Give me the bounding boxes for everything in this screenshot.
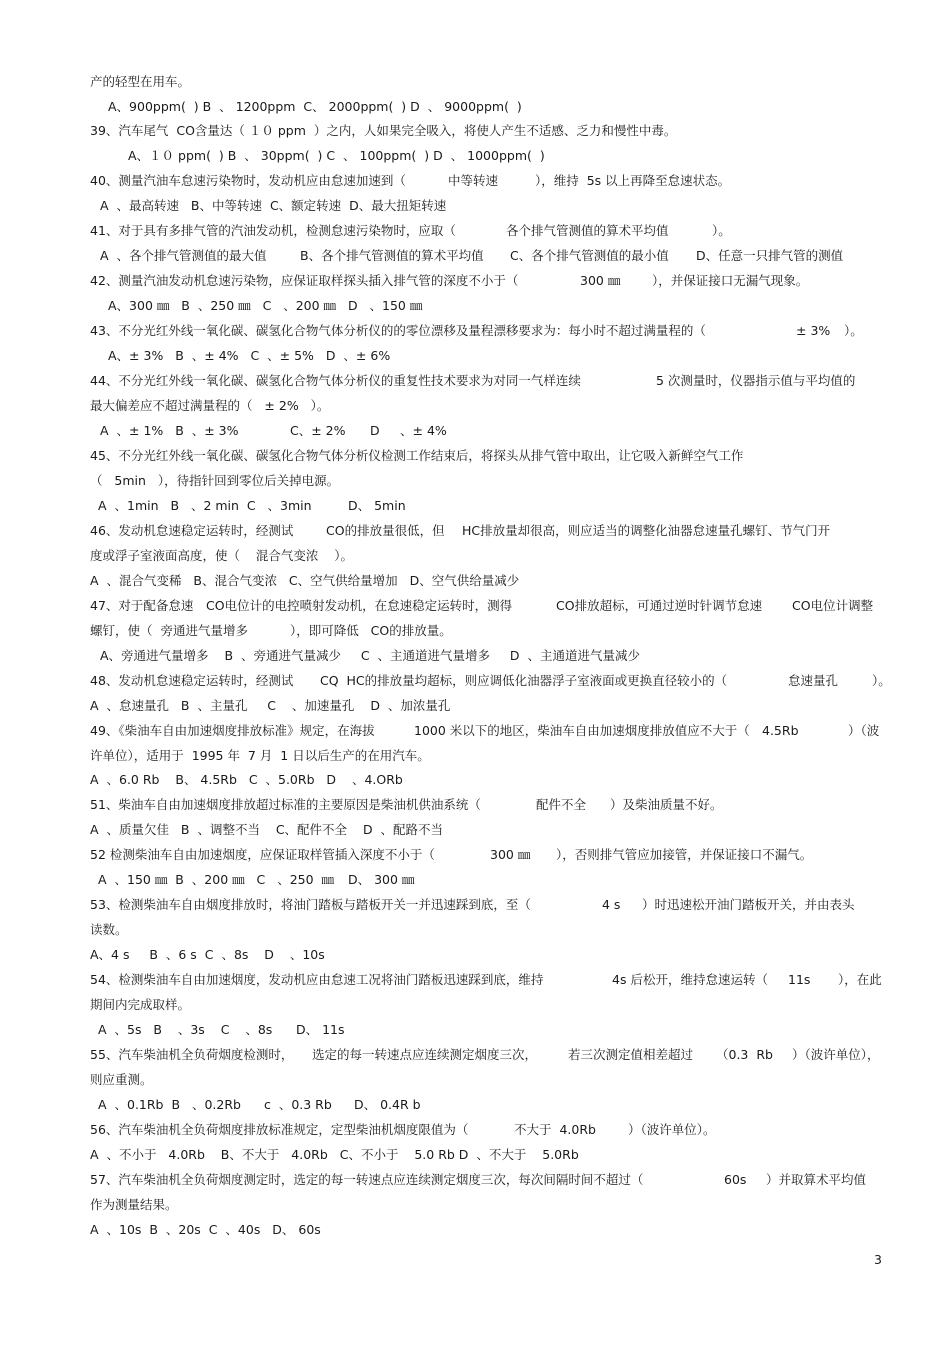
text-line <box>0 447 950 465</box>
text-segment: A 、不小于 4.0Rb B、不大于 4.0Rb C、不小于 5.0 Rb D 、不大于 5.0Rb <box>90 1147 579 1162</box>
text-line <box>0 222 950 240</box>
text-segment: 60s <box>724 1172 747 1187</box>
text-segment: ）（波 <box>848 723 880 738</box>
text-segment: 怠速量孔 <box>788 673 839 688</box>
text-segment: 期间内完成取样。 <box>90 997 191 1012</box>
text-line <box>0 572 950 590</box>
text-line <box>0 547 950 565</box>
text-segment: 40、测量汽油车怠速污染物时，发动机应由怠速加速到（ <box>90 173 406 188</box>
text-line <box>0 647 950 665</box>
text-line <box>0 597 950 615</box>
text-segment: 57、汽车柴油机全负荷烟度测定时，选定的每一转速点应连续测定烟度三次，每次间隔时间不超过（ <box>90 1172 644 1187</box>
text-line <box>0 722 950 740</box>
text-segment: 55、汽车柴油机全负荷烟度检测时， <box>90 1047 294 1062</box>
text-segment: （ 5min ），待指针回到零位后关掉电源。 <box>90 473 340 488</box>
text-segment: ），即可降低 CO的排放量。 <box>290 623 452 638</box>
text-segment: 300 ㎜ <box>580 273 621 288</box>
text-segment: A、１０ ppm( ) B 、 30ppm( ) C 、 100ppm( ) D 、 1000ppm( ) <box>128 148 545 163</box>
text-segment: A 、混合气变稀 B、混合气变浓 C、空气供给量增加 D、空气供给量减少 <box>90 573 520 588</box>
text-line <box>0 771 950 789</box>
text-line <box>0 172 950 190</box>
text-line <box>0 996 950 1014</box>
text-line <box>0 1146 950 1164</box>
text-line <box>0 497 950 515</box>
text-line <box>0 197 950 215</box>
text-line <box>0 347 950 365</box>
text-segment: A 、5s B 、3s C 、8s <box>98 1022 273 1037</box>
text-segment: A、± 3% B 、± 4% C 、± 5% D 、± 6% <box>108 348 391 363</box>
text-segment: D、任意一只排气管的测值 <box>696 248 844 263</box>
text-segment: 300 ㎜ <box>490 847 531 862</box>
text-segment: 46、发动机怠速稳定运转时，经测试 <box>90 523 294 538</box>
text-segment: 49、《柴油车自由加速烟度排放标准》规定，在海拔 <box>90 723 375 738</box>
text-segment: 读数。 <box>90 922 128 937</box>
text-segment: 配件不全 <box>536 797 587 812</box>
text-segment: 度或浮子室液面高度，使（ 混合气变浓 ）。 <box>90 548 354 563</box>
text-line <box>0 1171 950 1189</box>
text-segment: A 、± 1% B 、± 3% <box>100 423 239 438</box>
text-segment: 若三次测定值相差超过 <box>568 1047 694 1062</box>
text-segment: 产的轻型在用车。 <box>90 74 191 89</box>
text-segment: 11s <box>788 972 811 987</box>
text-segment: ）及柴油质量不好。 <box>610 797 723 812</box>
text-segment: CO的排放量很低，但 <box>326 523 445 538</box>
text-line <box>0 397 950 415</box>
text-segment: 48、发动机怠速稳定运转时，经测试 <box>90 673 294 688</box>
text-segment: ）。 <box>872 673 891 688</box>
text-segment: 最大偏差应不超过满量程的（ ± 2% ）。 <box>90 398 330 413</box>
text-segment: B、各个排气管测值的算术平均值 <box>300 248 484 263</box>
text-segment: 作为测量结果。 <box>90 1197 178 1212</box>
text-segment: A、900ppm( ) B 、 1200ppm C、 2000ppm( ) D 、 9000ppm( ) <box>108 99 522 114</box>
text-segment: 4.5Rb <box>762 723 799 738</box>
text-line <box>0 622 950 640</box>
text-segment: ），并保证接口无漏气现象。 <box>652 273 809 288</box>
text-segment: D、 300 ㎜ <box>348 872 415 887</box>
text-segment: 则应重测。 <box>90 1072 153 1087</box>
text-segment: 各个排气管测值的算术平均值 <box>506 223 669 238</box>
text-segment: A、旁通进气量增多 B 、旁通进气量减少 C 、主通道进气量增多 D 、主通道进气量减少 <box>100 648 640 663</box>
text-segment: ）（波许单位）。 <box>628 1122 716 1137</box>
text-segment: D、 5min <box>348 498 406 513</box>
text-segment: CO电位计的电控喷射发动机，在怠速稳定运转时，测得 <box>206 598 513 613</box>
text-segment: ），维持 5s 以上再降至怠速状态。 <box>535 173 731 188</box>
text-line <box>0 1021 950 1039</box>
text-segment: C、各个排气管测值的最小值 <box>510 248 669 263</box>
text-line <box>0 73 950 91</box>
text-line <box>0 1121 950 1139</box>
text-segment: A 、150 ㎜ B 、200 ㎜ C 、250 ㎜ <box>98 872 335 887</box>
text-line <box>0 1221 950 1239</box>
text-line <box>0 1096 950 1114</box>
text-segment: D <box>370 423 380 438</box>
text-line <box>0 1046 950 1064</box>
text-segment: 选定的每一转速点应连续测定烟度三次， <box>312 1047 538 1062</box>
text-segment: c 、0.3 Rb <box>264 1097 332 1112</box>
text-segment: 螺钉，使（ 旁通进气量增多 <box>90 623 248 638</box>
text-line <box>0 796 950 814</box>
text-line <box>0 472 950 490</box>
text-line <box>0 846 950 864</box>
text-segment: ）时迅速松开油门踏板开关，并由表头 <box>642 897 855 912</box>
text-line <box>0 697 950 715</box>
text-segment: CO电位计调整 <box>792 598 874 613</box>
text-line <box>0 247 950 265</box>
text-segment: 39、汽车尾气 CO含量达（ １０ ppm ）之内，人如果完全吸入，将使人产生不适感、乏力和慢性中毒。 <box>90 123 677 138</box>
text-line <box>0 971 950 989</box>
text-segment: ）并取算术平均值 <box>766 1172 867 1187</box>
text-segment: A 、怠速量孔 B 、主量孔 C 、加速量孔 D 、加浓量孔 <box>90 698 451 713</box>
text-segment: A 、质量欠佳 B 、调整不当 C、配件不全 D 、配路不当 <box>90 822 444 837</box>
text-line <box>0 896 950 914</box>
text-segment: 43、不分光红外线一氧化碳、碳氢化合物气体分析仪的的零位漂移及量程漂移要求为：每小时不超过满量程的（ <box>90 323 706 338</box>
text-segment: C、± 2% <box>290 423 346 438</box>
text-segment: ）（波许单位）， <box>792 1047 880 1062</box>
text-segment: 54、检测柴油车自由加速烟度，发动机应由怠速工况将油门踏板迅速踩到底，维持 <box>90 972 544 987</box>
text-segment: A 、6.0 Rb B、 4.5Rb C 、5.0Rb D 、4.ORb <box>90 772 403 787</box>
text-line <box>0 821 950 839</box>
text-line <box>0 946 950 964</box>
text-segment: CQ HC的排放量均超标，则应调低化油器浮子室液面或更换直径较小的（ <box>320 673 728 688</box>
text-line <box>0 1196 950 1214</box>
text-segment: 、± 4% <box>400 423 447 438</box>
text-line <box>0 122 950 140</box>
text-segment: 53、检测柴油车自由烟度排放时，将油门踏板与踏板开关一并迅速踩到底，至（ <box>90 897 531 912</box>
text-segment: A 、0.1Rb B 、0.2Rb <box>98 1097 241 1112</box>
text-line <box>0 297 950 315</box>
text-segment: A 、1min B 、2 min C 、3min <box>98 498 312 513</box>
text-segment: 52 检测柴油车自由加速烟度，应保证取样管插入深度不小于（ <box>90 847 435 862</box>
text-segment: 51、柴油车自由加速烟度排放超过标准的主要原因是柴油机供油系统（ <box>90 797 481 812</box>
text-segment: 1000 米以下的地区，柴油车自由加速烟度排放值应不大于（ <box>414 723 750 738</box>
text-segment: 中等转速 <box>448 173 499 188</box>
text-segment: （0.3 Rb <box>716 1047 773 1062</box>
text-segment: 不大于 4.0Rb <box>514 1122 596 1137</box>
text-segment: ± 3% <box>796 323 831 338</box>
text-line <box>0 147 950 165</box>
text-segment: D、 11s <box>296 1022 345 1037</box>
text-line <box>0 522 950 540</box>
text-segment: A 、10s B 、20s C 、40s D、 60s <box>90 1222 321 1237</box>
text-segment: ），在此 <box>838 972 882 987</box>
text-segment: HC排放量却很高，则应适当的调整化油器怠速量孔螺钉、节气门开 <box>462 523 831 538</box>
text-line <box>0 98 950 116</box>
text-segment: 4 s <box>602 897 621 912</box>
text-line <box>0 871 950 889</box>
text-segment: 45、不分光红外线一氧化碳、碳氢化合物气体分析仪检测工作结束后，将探头从排气管中取出，让它吸入新鲜空气工作 <box>90 448 744 463</box>
text-segment: CO排放超标，可通过逆时针调节怠速 <box>556 598 763 613</box>
text-segment: D、 0.4R b <box>354 1097 421 1112</box>
text-line <box>0 422 950 440</box>
text-segment: ）。 <box>712 223 731 238</box>
text-line <box>0 272 950 290</box>
text-line <box>0 1071 950 1089</box>
text-segment: A、4 s B 、6 s C 、8s D 、10s <box>90 947 325 962</box>
text-segment: A 、各个排气管测值的最大值 <box>100 248 267 263</box>
text-segment: 47、对于配备怠速 <box>90 598 194 613</box>
text-line <box>0 372 950 390</box>
text-segment: A 、最高转速 B、中等转速 C、额定转速 D、最大扭矩转速 <box>100 198 447 213</box>
text-line <box>0 921 950 939</box>
text-segment: 许单位），适用于 1995 年 7 月 1 日以后生产的在用汽车。 <box>90 748 430 763</box>
text-line <box>0 322 950 340</box>
text-segment: ）。 <box>844 323 863 338</box>
text-line <box>0 672 950 690</box>
text-segment: 42、测量汽油发动机怠速污染物，应保证取样探头插入排气管的深度不小于（ <box>90 273 519 288</box>
text-segment: 41、对于具有多排气管的汽油发动机，检测怠速污染物时，应取（ <box>90 223 456 238</box>
text-segment: ），否则排气管应加接管，并保证接口不漏气。 <box>556 847 813 862</box>
text-line <box>0 747 950 765</box>
text-segment: 5 次测量时，仪器指示值与平均值的 <box>656 373 856 388</box>
text-segment: 44、不分光红外线一氧化碳、碳氢化合物气体分析仪的重复性技术要求为对同一气样连续 <box>90 373 581 388</box>
text-segment: 56、汽车柴油机全负荷烟度排放标准规定，定型柴油机烟度限值为（ <box>90 1122 469 1137</box>
page-number: 3 <box>874 1252 882 1267</box>
text-segment: A、300 ㎜ B 、250 ㎜ C 、200 ㎜ D 、150 ㎜ <box>108 298 423 313</box>
text-segment: 4s 后松开，维持怠速运转（ <box>612 972 768 987</box>
